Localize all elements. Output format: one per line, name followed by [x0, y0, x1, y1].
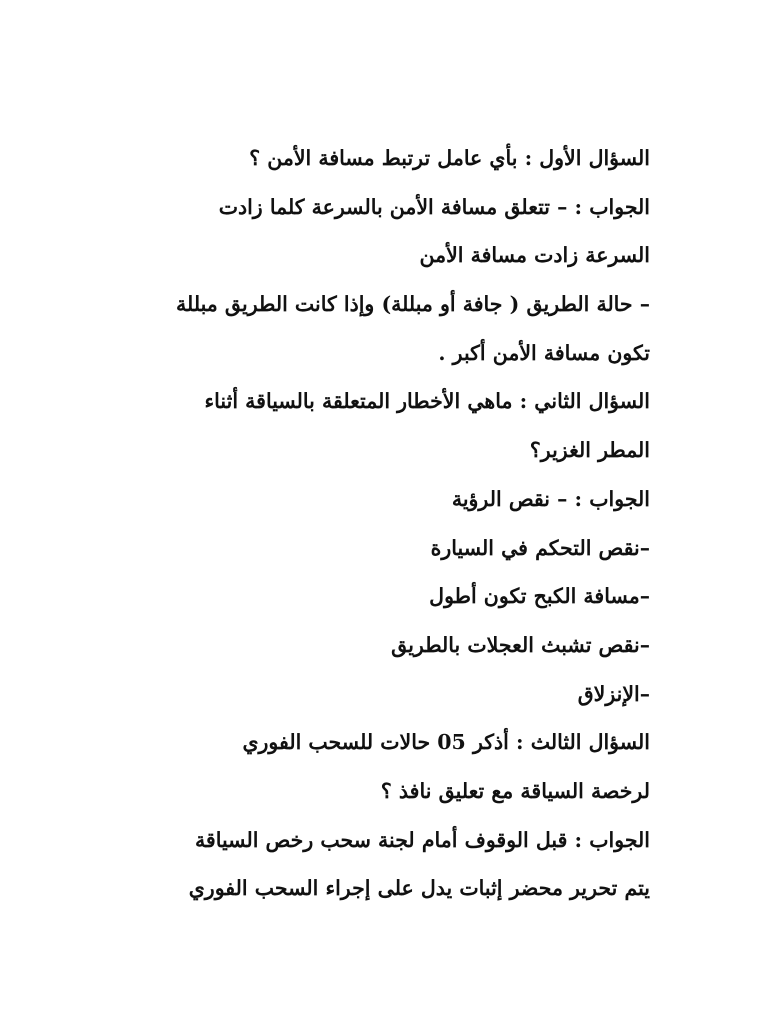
q2-answer-line-2: –نقص التحكم في السيارة: [430, 535, 650, 560]
q3-question-line-2: لرخصة السياقة مع تعليق نافذ ؟: [380, 778, 650, 803]
q1-answer-line-4: تكون مسافة الأمن أكبر .: [438, 340, 650, 365]
q2-question-line-1: السؤال الثاني : ماهي الأخطار المتعلقة بالسياقة أثناء: [204, 389, 650, 414]
q3-answer-line-2: يتم تحرير محضر إثبات يدل على إجراء السحب الفوري: [188, 876, 650, 901]
q1-answer-line-3: – حالة الطريق ( جافة أو مبللة) وإذا كانت الطريق مبللة: [176, 292, 650, 317]
q2-question-line-2: المطر الغزير؟: [529, 438, 650, 463]
q2-answer-line-5: –الإنزلاق: [577, 681, 650, 706]
q2-answer-line-3: –مسافة الكبح تكون أطول: [429, 584, 650, 609]
q1-question-line: السؤال الأول : بأي عامل ترتبط مسافة الأمن ؟: [249, 146, 650, 170]
q3-answer-line-1: الجواب : قبل الوقوف أمام لجنة سحب رخص السياقة: [194, 827, 650, 852]
document-body: [110, 134, 650, 913]
q1-answer-line-1: الجواب : – تتعلق مسافة الأمن بالسرعة كلما زادت: [218, 194, 650, 219]
q1-answer-line-2: السرعة زادت مسافة الأمن: [419, 243, 650, 268]
q2-answer-line-4: –نقص تشبث العجلات بالطريق: [391, 632, 650, 657]
q2-answer-line-1: الجواب : – نقص الرؤية: [451, 486, 650, 511]
q3-question-line-1: السؤال الثالث : أذكر 05 حالات للسحب الفوري: [242, 730, 650, 755]
